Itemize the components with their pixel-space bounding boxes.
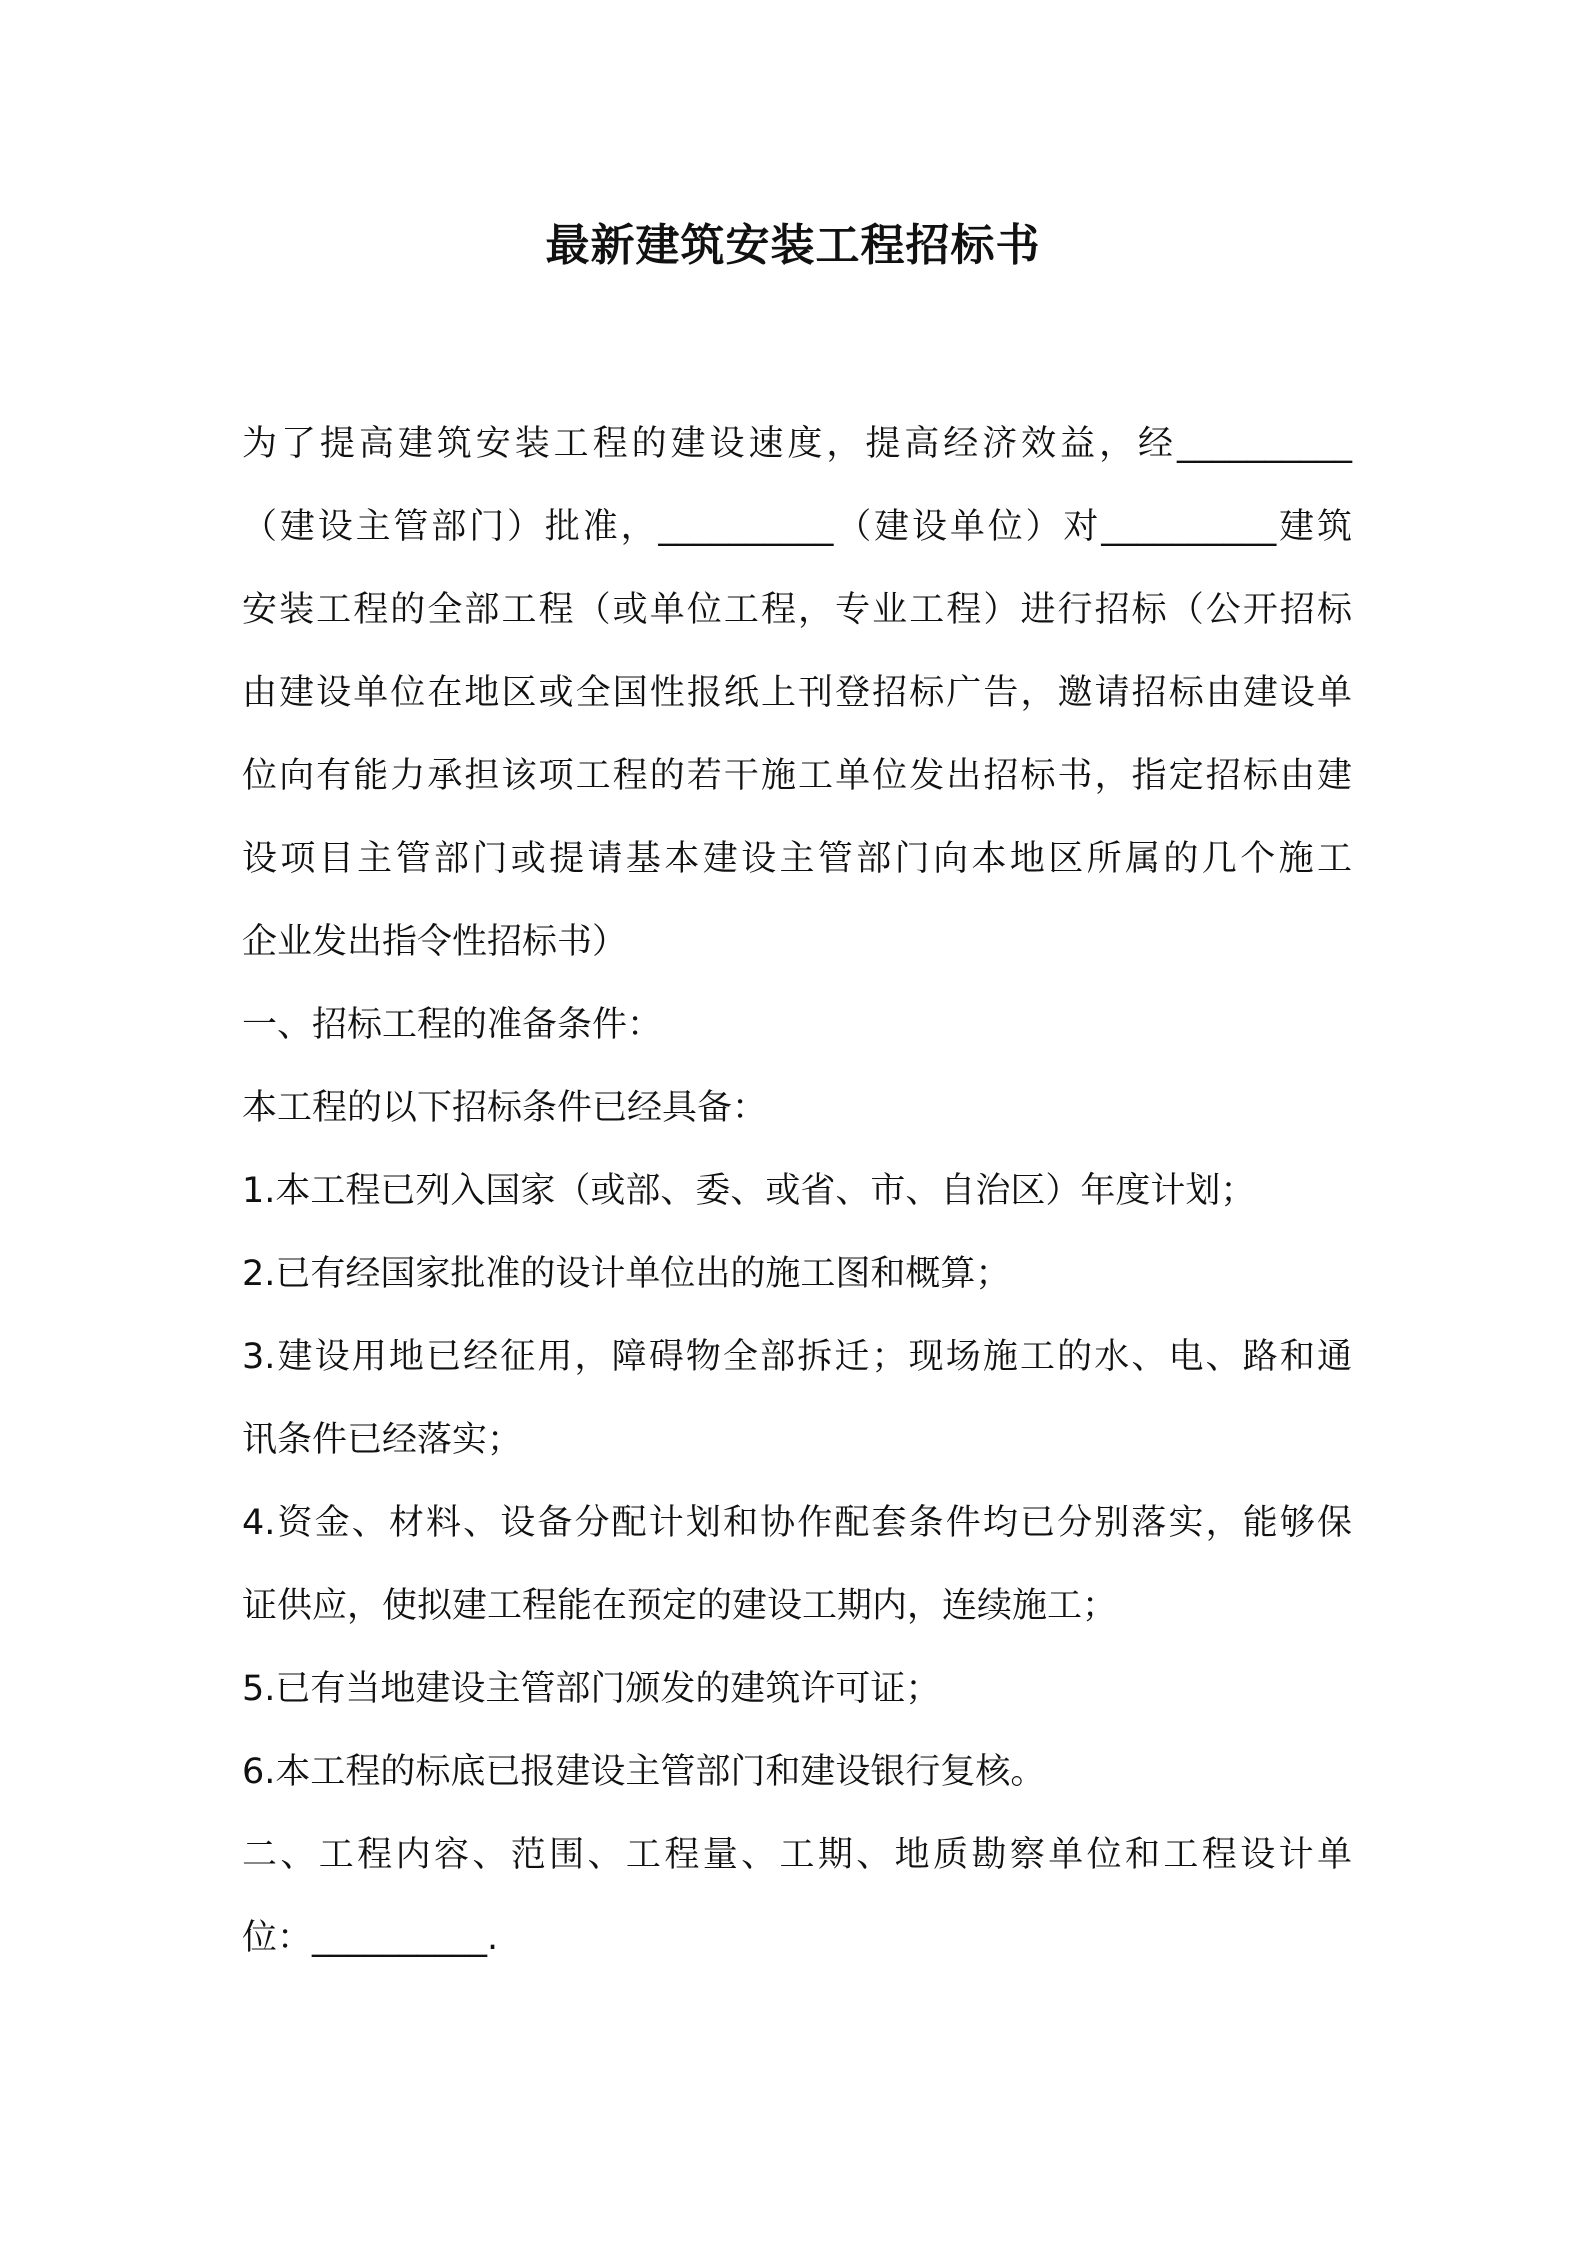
document-title: 最新建筑安装工程招标书	[545, 220, 1041, 271]
paragraph-line: 安装工程的全部工程（或单位工程，专业工程）进行招标（公开招标	[242, 590, 1352, 630]
paragraph-line: （建设主管部门）批准，__________（建设单位）对__________建筑	[242, 507, 1352, 547]
list-item: 6.本工程的标底已报建设主管部门和建设银行复核。	[242, 1752, 1046, 1792]
list-item: 2.已有经国家批准的设计单位出的施工图和概算；	[242, 1254, 1011, 1294]
list-item-continuation: 讯条件已经落实；	[242, 1420, 523, 1460]
section-heading: 一、招标工程的准备条件：	[242, 1005, 663, 1045]
paragraph-line: 设项目主管部门或提请基本建设主管部门向本地区所属的几个施工	[242, 839, 1352, 879]
paragraph-line: 本工程的以下招标条件已经具备：	[242, 1088, 768, 1128]
paragraph-line: 由建设单位在地区或全国性报纸上刊登招标广告，邀请招标由建设单	[242, 673, 1352, 713]
list-item-continuation: 证供应，使拟建工程能在预定的建设工期内，连续施工；	[242, 1586, 1118, 1626]
section-heading-continuation: 位：__________.	[242, 1918, 499, 1958]
paragraph-line: 为了提高建筑安装工程的建设速度，提高经济效益，经__________	[242, 424, 1352, 464]
list-item: 1.本工程已列入国家（或部、委、或省、市、自治区）年度计划；	[242, 1171, 1256, 1211]
list-item: 4.资金、材料、设备分配计划和协作配套条件均已分别落实，能够保	[242, 1503, 1352, 1543]
list-item: 3.建设用地已经征用，障碍物全部拆迁；现场施工的水、电、路和通	[242, 1337, 1352, 1377]
paragraph-line: 企业发出指令性招标书）	[242, 922, 628, 962]
section-heading: 二、工程内容、范围、工程量、工期、地质勘察单位和工程设计单	[242, 1835, 1352, 1875]
list-item: 5.已有当地建设主管部门颁发的建筑许可证；	[242, 1669, 941, 1709]
paragraph-line: 位向有能力承担该项工程的若干施工单位发出招标书，指定招标由建	[242, 756, 1352, 796]
